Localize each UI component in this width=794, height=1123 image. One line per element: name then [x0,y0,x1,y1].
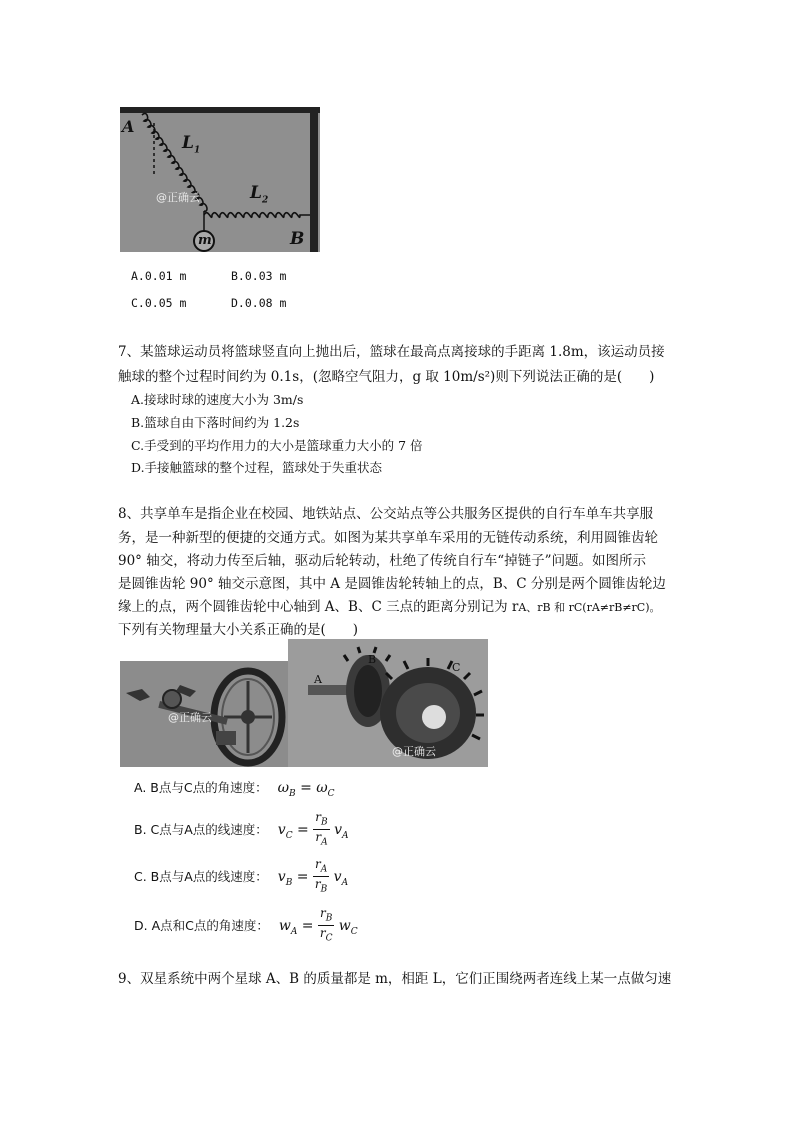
q8-stem-line6: 下列有关物理量大小关系正确的是( ) [118,622,359,638]
bevel-gear-figure [288,639,488,767]
q6-option-d: D.0.08 m [231,296,287,310]
q8-stem-line1: 8、共享单车是指企业在校园、地铁站点、公交站点等公共服务区提供的自行车单车共享服 [118,506,654,522]
bevel-gear-diagram [288,639,488,767]
label-a: A [122,117,135,136]
bicycle-drive-figure [120,661,288,767]
q8-stem-line4: 是圆锥齿轮 90° 轴交示意图，其中 A 是圆锥齿轮转轴上的点，B、C 分别是两个圆锥齿轮边 [118,576,666,592]
watermark: @正确云 [156,191,200,204]
q8-option-c: C. B点与A点的线速度： $v_B$ = $\frac{r_A}{r_B}$ $v_A$ [134,857,349,895]
q7-option-c: C.手受到的平均作用力的大小是篮球重力大小的 7 倍 [131,438,423,453]
q6-option-b: B.0.03 m [231,269,287,283]
q8-stem-line2: 务，是一种新型的便捷的交通方式。如图为某共享单车采用的无链传动系统，利用圆锥齿轮 [118,530,658,546]
label-c: C [452,661,461,674]
q8-option-a: A. B点与C点的角速度： $\omega_B = \omega_C$ [134,780,335,799]
q8-stem-line3: 90° 轴交，将动力传至后轴，驱动后轮转动，杜绝了传统自行车“掉链子”问题。如图所示 [118,553,647,569]
q6-option-a: A.0.01 m [131,269,187,283]
label-m: m [198,233,212,248]
q8-stem-line5: 缘上的点，两个圆锥齿轮中心轴到 A、B、C 三点的距离分别记为 rA、rB 和 rC(rA≠rB≠rC)。 [118,599,661,615]
spring-system-figure [120,107,320,252]
label-a: A [314,673,322,686]
watermark: @正确云 [392,745,436,758]
label-b: B [368,653,377,666]
label-b: B [290,229,305,249]
watermark: @正确云 [168,711,212,724]
q6-option-c: C.0.05 m [131,296,187,310]
q8-option-d: D. A点和C点的角速度： $w_A$ = $\frac{r_B}{r_C}$ $w_C$ [134,906,358,944]
q7-stem-line1: 7、某篮球运动员将篮球竖直向上抛出后，篮球在最高点离接球的手距离 1.8m，该运动员接 [118,344,665,360]
q7-stem-line2: 触球的整个过程时间约为 0.1s，(忽略空气阻力，g 取 10m/s²)则下列说法正确的是( ) [118,369,655,385]
q7-option-a: A.接球时球的速度大小为 3m/s [131,392,304,407]
q8-option-b: B. C点与A点的线速度： $v_C$ = $\frac{r_B}{r_A}$ $v_A$ [134,810,349,848]
label-l1: $L_1$ [182,133,201,156]
q7-option-d: D.手接触篮球的整个过程，篮球处于失重状态 [131,460,383,475]
label-l2: $L_2$ [250,183,269,206]
q7-option-b: B.篮球自由下落时间约为 1.2s [131,415,300,430]
q9-stem-line1: 9、双星系统中两个星球 A、B 的质量都是 m，相距 L，它们正围绕两者连线上某一点做匀速 [118,971,672,987]
